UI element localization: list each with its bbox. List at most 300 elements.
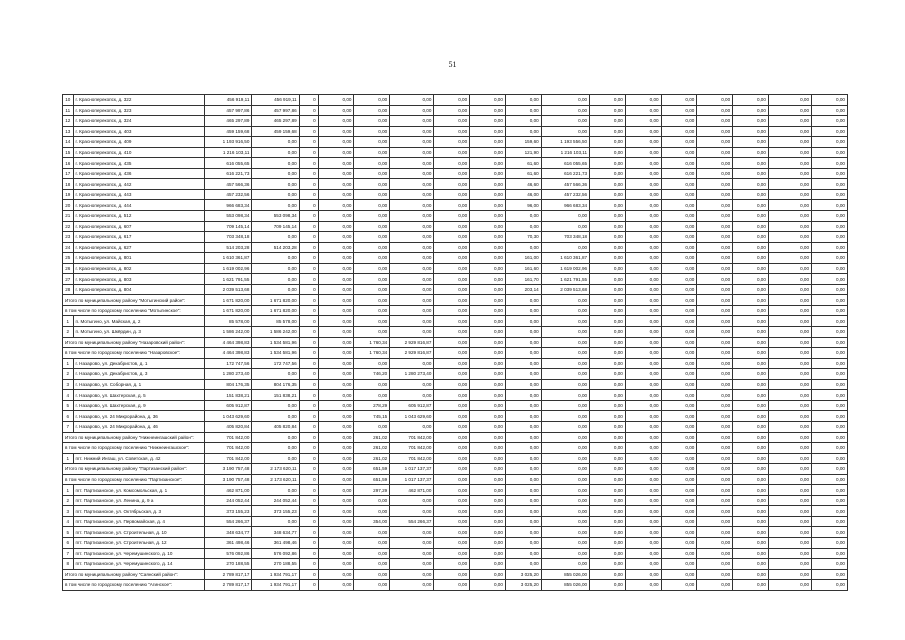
address-cell: г. Красноперекопск, д. 436 — [73, 168, 205, 179]
value-cell: 0,00 — [697, 527, 733, 538]
value-cell: 0,00 — [354, 358, 390, 369]
value-cell: 0,00 — [541, 221, 589, 232]
total-label-cell: Итого по муниципальному району "Саянский район": — [63, 569, 205, 580]
value-cell: 0,00 — [812, 316, 848, 327]
value-cell: 0,00 — [812, 179, 848, 190]
value-cell: 0,00 — [505, 242, 541, 253]
value-cell: 0,00 — [470, 116, 506, 127]
value-cell: 0,00 — [625, 369, 661, 380]
value-cell: 0,00 — [318, 284, 354, 295]
value-cell: 2 039 513,68 — [205, 284, 252, 295]
value-cell: 0,00 — [733, 580, 769, 591]
value-cell: 0,00 — [812, 580, 848, 591]
value-cell: 0,00 — [354, 168, 390, 179]
value-cell: 0,00 — [318, 211, 354, 222]
value-cell: 0,00 — [505, 485, 541, 496]
value-cell: 0,00 — [354, 580, 390, 591]
value-cell: 0,00 — [434, 253, 470, 264]
value-cell: 0,00 — [318, 474, 354, 485]
value-cell: 0,00 — [812, 495, 848, 506]
value-cell: 0,00 — [252, 232, 299, 243]
value-cell: 0 — [299, 337, 318, 348]
value-cell: 1 017 137,37 — [390, 474, 434, 485]
table-row — [63, 400, 848, 411]
value-cell: 161,70 — [505, 274, 541, 285]
value-cell: 0,00 — [318, 506, 354, 517]
value-cell: 0,00 — [625, 400, 661, 411]
address-cell: пгт. Нижний Ингаш, ул. Советская, д. 42 — [73, 453, 205, 464]
value-cell: 0,00 — [434, 137, 470, 148]
value-cell: 0,00 — [505, 432, 541, 443]
row-number: 23 — [63, 232, 74, 243]
value-cell: 0,00 — [318, 295, 354, 306]
value-cell: 0,00 — [625, 95, 661, 106]
total-label-cell: в том числе по городскому поселению "Агинское": — [63, 580, 205, 591]
value-cell: 0,00 — [354, 316, 390, 327]
value-cell: 0,00 — [252, 253, 299, 264]
value-cell: 0,00 — [812, 105, 848, 116]
table-row — [63, 506, 848, 517]
value-cell: 0,00 — [318, 221, 354, 232]
value-cell: 0,00 — [812, 453, 848, 464]
value-cell: 0 — [299, 232, 318, 243]
value-cell: 462 871,00 — [205, 485, 252, 496]
value-cell: 0,00 — [812, 168, 848, 179]
value-cell: 0,00 — [697, 274, 733, 285]
value-cell: 0,00 — [625, 116, 661, 127]
table-row — [63, 327, 848, 338]
value-cell: 0,00 — [661, 516, 697, 527]
value-cell: 0,00 — [252, 443, 299, 454]
value-cell: 0,00 — [318, 432, 354, 443]
row-number: 7 — [63, 548, 74, 559]
value-cell: 348 634,77 — [252, 527, 299, 538]
value-cell: 0,00 — [541, 548, 589, 559]
value-cell: 0,00 — [768, 253, 811, 264]
value-cell: 0,00 — [697, 464, 733, 475]
row-number: 15 — [63, 147, 74, 158]
table-row — [63, 168, 848, 179]
value-cell: 0,00 — [590, 506, 626, 517]
value-cell: 0,00 — [733, 516, 769, 527]
value-cell: 0,00 — [733, 432, 769, 443]
value-cell: 701 842,00 — [205, 443, 252, 454]
table-total-row — [63, 348, 848, 359]
value-cell: 616 055,65 — [541, 158, 589, 169]
value-cell: 0,00 — [390, 232, 434, 243]
row-number: 25 — [63, 253, 74, 264]
value-cell: 514 203,28 — [205, 242, 252, 253]
value-cell: 0,00 — [354, 189, 390, 200]
value-cell: 0,00 — [434, 274, 470, 285]
value-cell: 0,00 — [697, 295, 733, 306]
value-cell: 0,00 — [390, 189, 434, 200]
value-cell: 0,00 — [541, 453, 589, 464]
value-cell: 0,00 — [625, 569, 661, 580]
row-number: 3 — [63, 379, 74, 390]
address-cell: г. Красноперекопск, д. 627 — [73, 242, 205, 253]
value-cell: 0,00 — [733, 158, 769, 169]
value-cell: 0 — [299, 369, 318, 380]
value-cell: 0,00 — [318, 537, 354, 548]
row-number: 24 — [63, 242, 74, 253]
value-cell: 0 — [299, 516, 318, 527]
value-cell: 0,00 — [252, 263, 299, 274]
value-cell: 0,00 — [470, 474, 506, 485]
value-cell: 701 842,00 — [390, 453, 434, 464]
table-row — [63, 274, 848, 285]
table-total-row — [63, 474, 848, 485]
value-cell: 0,00 — [318, 453, 354, 464]
value-cell: 0,00 — [625, 200, 661, 211]
value-cell: 0,00 — [434, 569, 470, 580]
value-cell: 0,00 — [354, 200, 390, 211]
value-cell: 0,00 — [318, 316, 354, 327]
value-cell: 0,00 — [661, 453, 697, 464]
value-cell: 0,00 — [697, 548, 733, 559]
value-cell: 0,00 — [812, 305, 848, 316]
value-cell: 0,00 — [812, 348, 848, 359]
value-cell: 70,30 — [505, 232, 541, 243]
address-cell: г. Красноперекопск, д. 801 — [73, 253, 205, 264]
table-total-row — [63, 337, 848, 348]
value-cell: 0,00 — [733, 137, 769, 148]
value-cell: 0,00 — [541, 305, 589, 316]
address-cell: г. Красноперекопск, д. 803 — [73, 274, 205, 285]
address-cell: г. Красноперекопск, д. 804 — [73, 284, 205, 295]
value-cell: 0,00 — [768, 411, 811, 422]
value-cell: 0,00 — [697, 168, 733, 179]
value-cell: 701 842,00 — [390, 443, 434, 454]
value-cell: 0,00 — [625, 421, 661, 432]
value-cell: 0,00 — [812, 116, 848, 127]
value-cell: 0,00 — [661, 116, 697, 127]
value-cell: 0,00 — [590, 242, 626, 253]
value-cell: 0,00 — [252, 168, 299, 179]
value-cell: 0,00 — [470, 358, 506, 369]
row-number: 20 — [63, 200, 74, 211]
value-cell: 0,00 — [318, 232, 354, 243]
value-cell: 0,00 — [390, 200, 434, 211]
value-cell: 0,00 — [505, 548, 541, 559]
value-cell: 0,00 — [812, 400, 848, 411]
value-cell: 1 017 137,37 — [390, 464, 434, 475]
value-cell: 0,00 — [625, 379, 661, 390]
value-cell: 0,00 — [733, 295, 769, 306]
value-cell: 0,00 — [470, 284, 506, 295]
value-cell: 0,00 — [733, 390, 769, 401]
value-cell: 0,00 — [318, 421, 354, 432]
address-cell: г. Красноперекопск, д. 512 — [73, 211, 205, 222]
value-cell: 0,00 — [625, 147, 661, 158]
value-cell: 0,00 — [434, 126, 470, 137]
value-cell: 0,00 — [318, 495, 354, 506]
value-cell: 0,00 — [697, 232, 733, 243]
value-cell: 0,00 — [590, 189, 626, 200]
value-cell: 0,00 — [625, 516, 661, 527]
value-cell: 0,00 — [733, 411, 769, 422]
value-cell: 0,00 — [733, 537, 769, 548]
table-row — [63, 453, 848, 464]
value-cell: 0,00 — [590, 179, 626, 190]
value-cell: 0,00 — [541, 348, 589, 359]
value-cell: 0,00 — [661, 390, 697, 401]
value-cell: 0,00 — [354, 126, 390, 137]
value-cell: 0,00 — [354, 105, 390, 116]
value-cell: 0,00 — [733, 263, 769, 274]
value-cell: 0,00 — [812, 569, 848, 580]
table-row — [63, 379, 848, 390]
value-cell: 61,60 — [505, 158, 541, 169]
value-cell: 0,00 — [390, 158, 434, 169]
repair-schedule-table — [62, 94, 848, 591]
value-cell: 0,00 — [812, 390, 848, 401]
value-cell: 1 671 820,00 — [205, 295, 252, 306]
address-cell: г. Красноперекопск, д. 410 — [73, 147, 205, 158]
value-cell: 0,00 — [590, 158, 626, 169]
value-cell: 0,00 — [590, 232, 626, 243]
value-cell: 0,00 — [590, 274, 626, 285]
value-cell: 297,29 — [354, 485, 390, 496]
value-cell: 0,00 — [733, 168, 769, 179]
table-row — [63, 200, 848, 211]
value-cell: 1 621 791,55 — [541, 274, 589, 285]
table-row — [63, 179, 848, 190]
row-number: 12 — [63, 116, 74, 127]
value-cell: 0,00 — [590, 253, 626, 264]
value-cell: 270 188,55 — [252, 559, 299, 570]
value-cell: 0,00 — [505, 464, 541, 475]
value-cell: 0,00 — [733, 179, 769, 190]
value-cell: 1 610 361,87 — [541, 253, 589, 264]
value-cell: 0,00 — [661, 548, 697, 559]
value-cell: 0,00 — [434, 327, 470, 338]
value-cell: 0,00 — [318, 253, 354, 264]
value-cell: 0,00 — [812, 548, 848, 559]
value-cell: 0,00 — [768, 105, 811, 116]
address-cell: г. Красноперекопск, д. 435 — [73, 158, 205, 169]
value-cell: 0,00 — [812, 527, 848, 538]
value-cell: 0,00 — [697, 495, 733, 506]
value-cell: 0,00 — [697, 211, 733, 222]
value-cell: 0,00 — [505, 495, 541, 506]
value-cell: 0,00 — [470, 379, 506, 390]
address-cell: г. Красноперекопск, д. 409 — [73, 137, 205, 148]
value-cell: 0,00 — [252, 274, 299, 285]
value-cell: 0,00 — [470, 147, 506, 158]
value-cell: 0,00 — [625, 527, 661, 538]
value-cell: 0,00 — [252, 369, 299, 380]
value-cell: 0,00 — [697, 400, 733, 411]
value-cell: 0,00 — [768, 369, 811, 380]
value-cell: 855 026,00 — [541, 569, 589, 580]
value-cell: 0,00 — [354, 263, 390, 274]
table-row — [63, 421, 848, 432]
value-cell: 0,00 — [661, 305, 697, 316]
value-cell: 0,00 — [354, 305, 390, 316]
value-cell: 0,00 — [318, 559, 354, 570]
value-cell: 159,60 — [505, 137, 541, 148]
value-cell: 1 671 820,00 — [205, 305, 252, 316]
value-cell: 0,00 — [318, 443, 354, 454]
value-cell: 0,00 — [733, 369, 769, 380]
value-cell: 0,00 — [661, 580, 697, 591]
value-cell: 0,00 — [768, 474, 811, 485]
value-cell: 651,59 — [354, 474, 390, 485]
value-cell: 0,00 — [768, 485, 811, 496]
value-cell: 0,00 — [354, 390, 390, 401]
value-cell: 0,00 — [812, 537, 848, 548]
table-row — [63, 158, 848, 169]
value-cell: 0,00 — [625, 485, 661, 496]
value-cell: 0,00 — [470, 453, 506, 464]
value-cell: 0,00 — [697, 242, 733, 253]
value-cell: 0 — [299, 263, 318, 274]
value-cell: 405 820,84 — [205, 421, 252, 432]
value-cell: 701 842,00 — [205, 453, 252, 464]
value-cell: 0,00 — [505, 506, 541, 517]
value-cell: 0,00 — [434, 580, 470, 591]
value-cell: 0,00 — [733, 348, 769, 359]
value-cell: 0,00 — [625, 495, 661, 506]
value-cell: 0,00 — [434, 179, 470, 190]
value-cell: 0,00 — [697, 390, 733, 401]
address-cell: г. Красноперекопск, д. 607 — [73, 221, 205, 232]
address-cell: пгт. Партизанское, ул. Черемушинского, д. 10 — [73, 548, 205, 559]
address-cell: пгт. Партизанское, ул. Строительная, д. 12 — [73, 537, 205, 548]
value-cell: 0,00 — [541, 400, 589, 411]
value-cell: 0,00 — [390, 274, 434, 285]
value-cell: 0,00 — [541, 211, 589, 222]
value-cell: 405 820,84 — [252, 421, 299, 432]
value-cell: 373 155,23 — [252, 506, 299, 517]
value-cell: 0,00 — [812, 443, 848, 454]
value-cell: 1 621 791,55 — [205, 274, 252, 285]
value-cell: 0,00 — [625, 242, 661, 253]
value-cell: 0,00 — [625, 221, 661, 232]
value-cell: 0 — [299, 358, 318, 369]
value-cell: 0,00 — [733, 400, 769, 411]
value-cell: 0,00 — [697, 137, 733, 148]
value-cell: 2 789 817,17 — [205, 569, 252, 580]
address-cell: пгт. Партизанское, ул. Строительная, д. 10 — [73, 527, 205, 538]
value-cell: 804 176,35 — [205, 379, 252, 390]
value-cell: 0,00 — [661, 126, 697, 137]
value-cell: 0,00 — [768, 147, 811, 158]
value-cell: 0,00 — [541, 358, 589, 369]
value-cell: 0,00 — [697, 253, 733, 264]
total-label-cell: Итого по муниципальному району "Нижнеингашский район": — [63, 432, 205, 443]
address-cell: г. Красноперекопск, д. 617 — [73, 232, 205, 243]
value-cell: 244 052,44 — [252, 495, 299, 506]
value-cell: 0,00 — [812, 242, 848, 253]
value-cell: 0,00 — [661, 348, 697, 359]
value-cell: 0,00 — [661, 327, 697, 338]
value-cell: 0,00 — [661, 137, 697, 148]
value-cell: 0,00 — [318, 348, 354, 359]
value-cell: 0,00 — [470, 105, 506, 116]
address-cell: пгт. Партизанское, ул. Ленина, д. 9 а — [73, 495, 205, 506]
value-cell: 0,00 — [470, 432, 506, 443]
value-cell: 0,00 — [470, 464, 506, 475]
value-cell: 0,00 — [434, 474, 470, 485]
value-cell: 96,00 — [505, 200, 541, 211]
value-cell: 2 173 620,11 — [252, 474, 299, 485]
value-cell: 0 — [299, 316, 318, 327]
value-cell: 0,00 — [697, 158, 733, 169]
row-number: 1 — [63, 316, 74, 327]
value-cell: 46,60 — [505, 179, 541, 190]
value-cell: 0,00 — [505, 95, 541, 106]
value-cell: 0,00 — [434, 232, 470, 243]
value-cell: 0,00 — [733, 147, 769, 158]
total-label-cell: в том числе по городскому поселению "Мотыгинское": — [63, 305, 205, 316]
value-cell: 244 052,44 — [205, 495, 252, 506]
value-cell: 0,00 — [318, 147, 354, 158]
value-cell: 0,00 — [505, 527, 541, 538]
value-cell: 0,00 — [812, 274, 848, 285]
value-cell: 0,00 — [697, 116, 733, 127]
value-cell: 0,00 — [768, 95, 811, 106]
value-cell: 0,00 — [661, 506, 697, 517]
value-cell: 1 671 820,00 — [252, 305, 299, 316]
value-cell: 0,00 — [434, 284, 470, 295]
value-cell: 0,00 — [661, 432, 697, 443]
value-cell: 0,00 — [697, 147, 733, 158]
value-cell: 0,00 — [590, 495, 626, 506]
table-row — [63, 358, 848, 369]
value-cell: 0,00 — [733, 559, 769, 570]
value-cell: 0,00 — [434, 211, 470, 222]
value-cell: 0,00 — [625, 284, 661, 295]
row-number: 5 — [63, 527, 74, 538]
value-cell: 2 173 620,11 — [252, 464, 299, 475]
table-row — [63, 485, 848, 496]
value-cell: 0,00 — [697, 432, 733, 443]
value-cell: 0 — [299, 242, 318, 253]
value-cell: 0,00 — [541, 537, 589, 548]
value-cell: 0,00 — [733, 337, 769, 348]
value-cell: 0,00 — [697, 316, 733, 327]
value-cell: 0 — [299, 95, 318, 106]
value-cell: 0,00 — [434, 516, 470, 527]
value-cell: 0,00 — [768, 453, 811, 464]
value-cell: 0,00 — [733, 232, 769, 243]
table-total-row — [63, 569, 848, 580]
value-cell: 161,60 — [505, 263, 541, 274]
value-cell: 0,00 — [470, 316, 506, 327]
value-cell: 0,00 — [625, 189, 661, 200]
value-cell: 0,00 — [733, 358, 769, 369]
value-cell: 361 498,46 — [205, 537, 252, 548]
value-cell: 0,00 — [434, 147, 470, 158]
value-cell: 0,00 — [812, 221, 848, 232]
value-cell: 0,00 — [354, 559, 390, 570]
value-cell: 0,00 — [470, 390, 506, 401]
value-cell: 0,00 — [470, 305, 506, 316]
value-cell: 1 216 103,11 — [205, 147, 252, 158]
value-cell: 0,00 — [390, 390, 434, 401]
value-cell: 0,00 — [733, 548, 769, 559]
value-cell: 0,00 — [812, 232, 848, 243]
value-cell: 0,00 — [434, 116, 470, 127]
value-cell: 0,00 — [697, 95, 733, 106]
value-cell: 0,00 — [390, 179, 434, 190]
row-number: 3 — [63, 506, 74, 517]
value-cell: 0,00 — [541, 485, 589, 496]
value-cell: 0 — [299, 580, 318, 591]
value-cell: 2 929 816,87 — [390, 348, 434, 359]
